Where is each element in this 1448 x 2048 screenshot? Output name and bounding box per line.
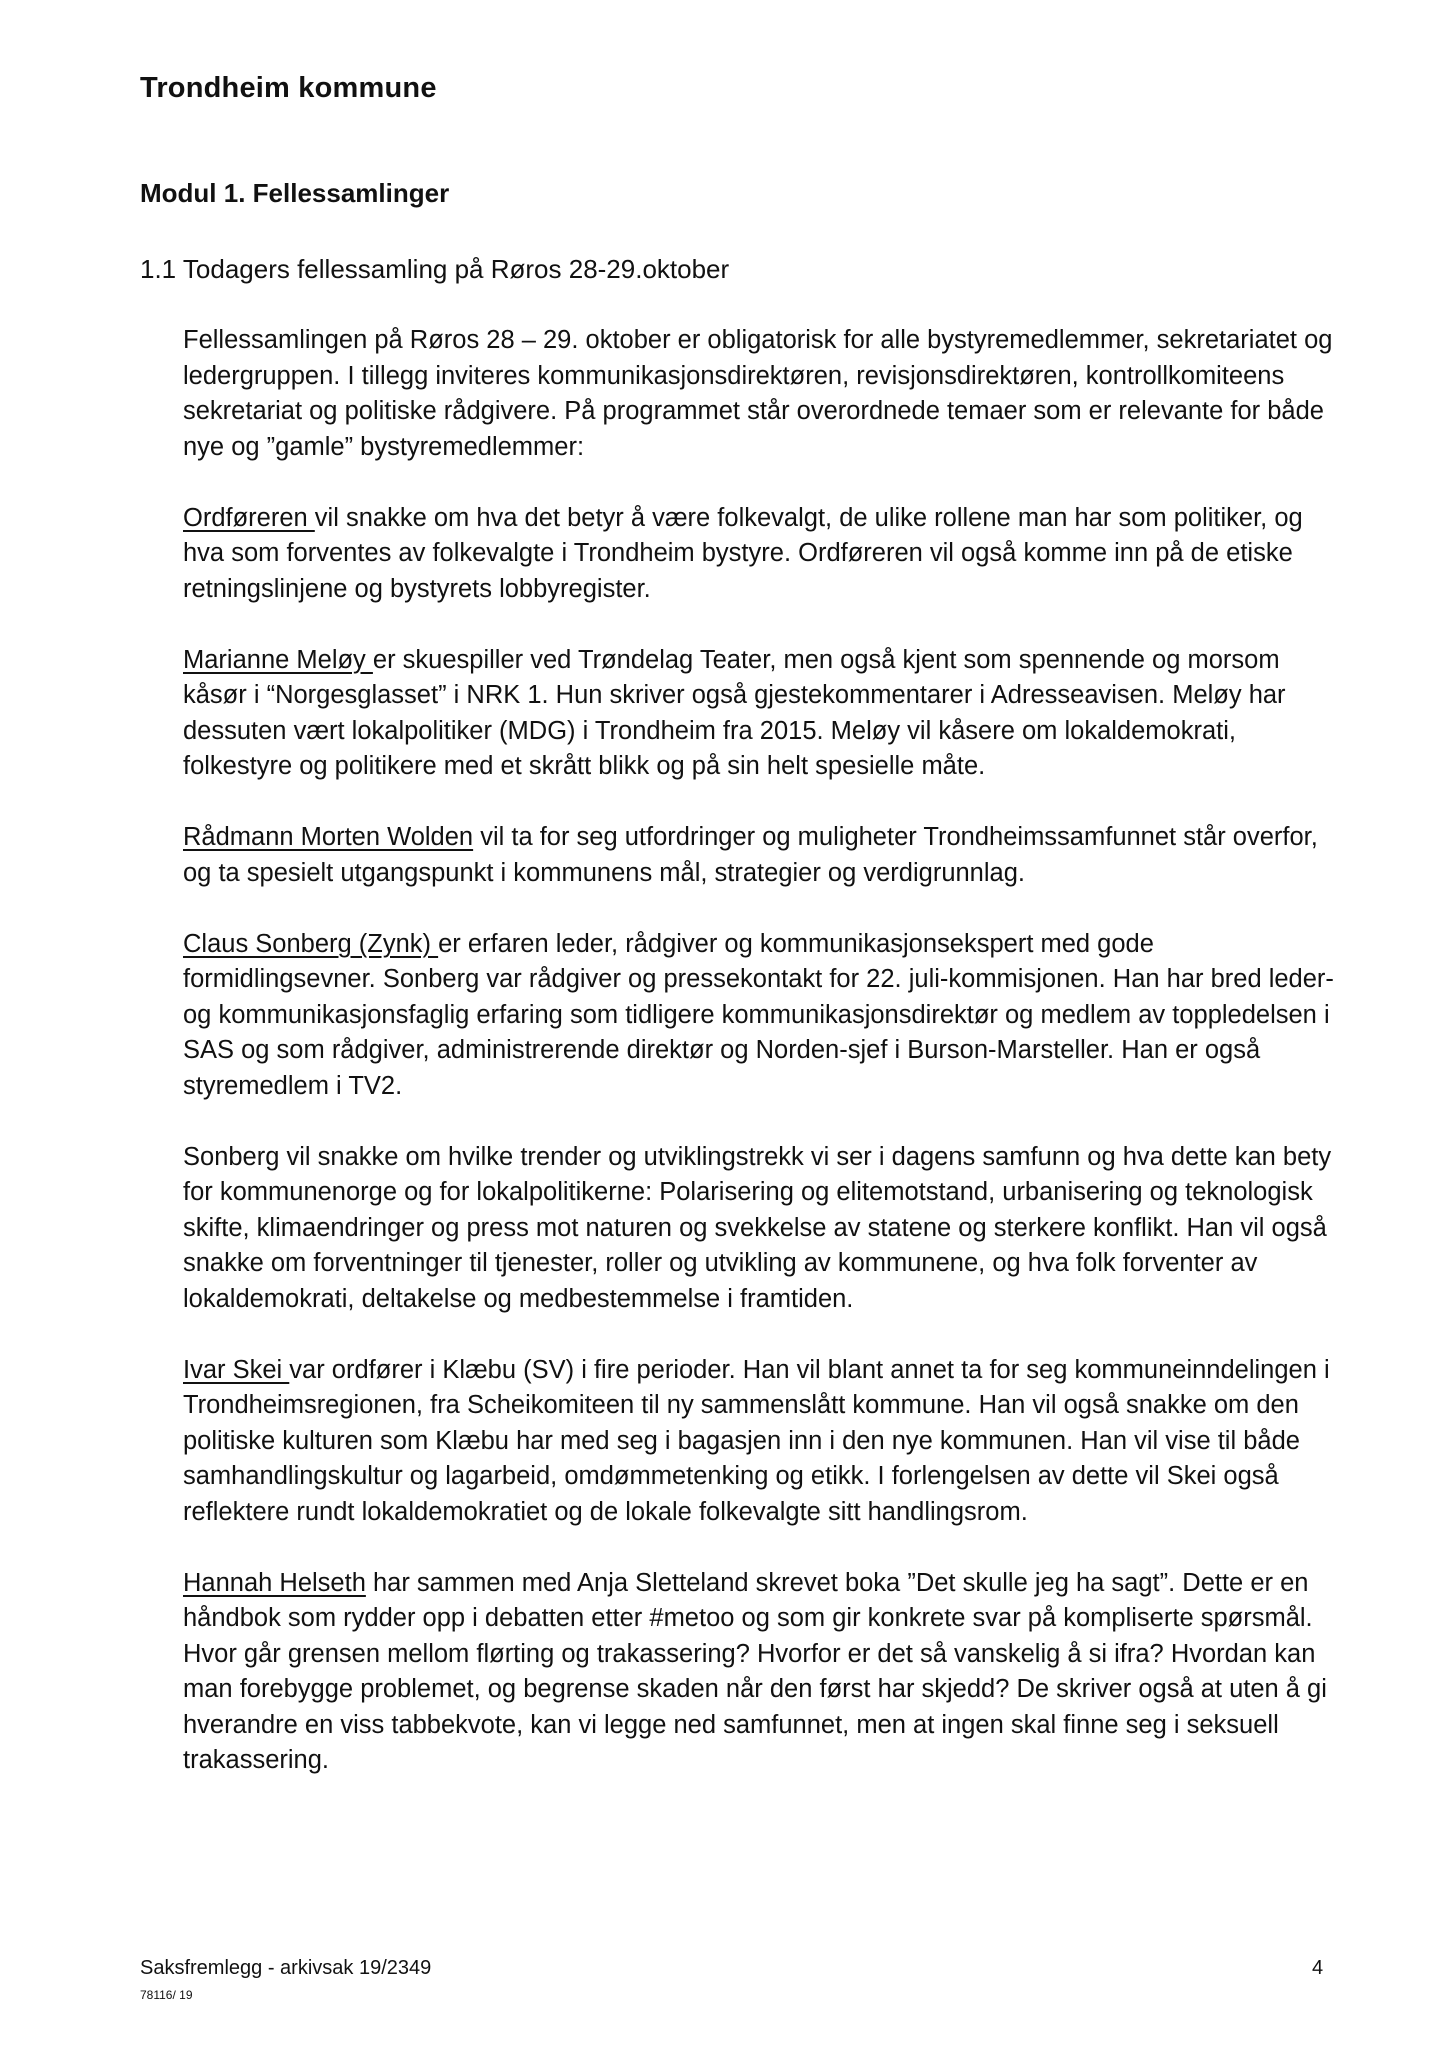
speaker-name-meloy: Marianne Meløy: [183, 645, 373, 674]
paragraph-meloy: [183, 643, 1338, 785]
footer-case-reference: Saksfremlegg - arkivsak 19/2349: [140, 1957, 432, 1979]
paragraph-helseth: [183, 1566, 1338, 1779]
speaker-name-sonberg: Claus Sonberg (Zynk): [183, 929, 439, 958]
speaker-text-ordforer: vil snakke om hva det betyr å være folkevalgt, de ulike rollene man har som politiker, og hva som forventes av folkevalgte i Trondheim bystyre. Ordføreren vil også komme inn på de etiske retningslinjene og bystyrets lobbyregister.: [183, 503, 1303, 603]
speaker-text-wolden: vil ta for seg utfordringer og muligheter Trondheimssamfunnet står overfor, og ta spesielt utgangspunkt i kommunens mål, strategier og verdigrunnlag.: [183, 823, 1318, 887]
speaker-text-meloy: er skuespiller ved Trøndelag Teater, men også kjent som spennende og morsom kåsør i “Norgesglasset” i NRK 1. Hun skriver også gjestekommentarer i Adresseavisen. Meløy har dessuten vært lokalpolitiker (MDG) i Trondheim fra 2015. Meløy vil kåsere om lokaldemokrati, folkestyre og politikere med et skrått blikk og på sin helt spesielle måte.: [183, 645, 1286, 780]
page-number: 4: [1312, 1957, 1324, 1979]
paragraph-ordforer: [183, 501, 1338, 608]
section-title: 1.1 Todagers fellessamling på Røros 28-29.oktober: [140, 254, 730, 284]
speaker-text-helseth: har sammen med Anja Sletteland skrevet boka ”Det skulle jeg ha sagt”. Dette er en håndbok som rydder opp i debatten etter #metoo og som gir konkrete svar på kompliserte spørsmål. Hvor går grensen mellom flørting og trakassering? Hvorfor er det så vanskelig å si ifra? Hvordan kan man forebygge problemet, og begrense skaden når den først har skjedd? De skriver også at uten å gi hverandre en viss tabbekvote, kan vi legge ned samfunnet, men at ingen skal finne seg i seksuell trakassering.: [183, 1568, 1327, 1774]
speaker-text-skei: var ordfører i Klæbu (SV) i fire perioder. Han vil blant annet ta for seg kommuneinndelingen i Trondheimsregionen, fra Scheikomiteen til ny sammenslått kommune. Han vil også snakke om den politiske kulturen som Klæbu har med seg i bagasjen inn i den nye kommunen. Han vil vise til både samhandlingskultur og lagarbeid, omdømmetenking og etikk. I forlengelsen av dette vil Skei også reflektere rundt lokaldemokratiet og de lokale folkevalgte sitt handlingsrom.: [183, 1355, 1330, 1526]
paragraph-skei: [183, 1353, 1338, 1531]
speaker-text-sonberg: er erfaren leder, rådgiver og kommunikasjonsekspert med gode formidlingsevner. Sonberg var rådgiver og pressekontakt for 22. juli-kommisjonen. Han har bred leder- og kommunikasjonsfaglig erfaring som tidligere kommunikasjonsdirektør og medlem av toppledelsen i SAS og som rådgiver, administrerende direktør og Norden-sjef i Burson-Marsteller. Han er også styremedlem i TV2.: [183, 929, 1334, 1100]
module-title: Modul 1. Fellessamlinger: [140, 178, 450, 208]
speaker-name-wolden: Rådmann Morten Wolden: [183, 823, 474, 851]
paragraph-wolden: [183, 820, 1338, 891]
speaker-name-helseth: Hannah Helseth: [183, 1568, 366, 1597]
footer-document-number: 78116/ 19: [140, 1988, 193, 2002]
speaker-name-ordforer: Ordføreren: [183, 503, 315, 532]
body-text: [183, 323, 1338, 1814]
speaker-name-skei: Ivar Skei: [183, 1355, 290, 1384]
organization-header: Trondheim kommune: [140, 72, 437, 104]
intro-paragraph: Fellessamlingen på Røros 28 – 29. oktober er obligatorisk for alle bystyremedlemmer, sekretariatet og ledergruppen. I tillegg inviteres kommunikasjonsdirektøren, revisjonsdirektøren, kontrollkomiteens sekretariat og politiske rådgivere. På programmet står overordnede temaer som er relevante for både nye og ”gamle” bystyremedlemmer:: [183, 326, 1333, 461]
paragraph-sonberg: [183, 927, 1338, 1105]
paragraph-sonberg-topics: Sonberg vil snakke om hvilke trender og utviklingstrekk vi ser i dagens samfunn og hva dette kan bety for kommunenorge og for lokalpolitikerne: Polarisering og elitemotstand, urbanisering og teknologisk skifte, klimaendringer og press mot naturen og svekkelse av statene og sterkere konflikt. Han vil også snakke om forventninger til tjenester, roller og utvikling av kommunene, og hva folk forventer av lokaldemokrati, deltakelse og medbestemmelse i framtiden.: [183, 1142, 1332, 1313]
